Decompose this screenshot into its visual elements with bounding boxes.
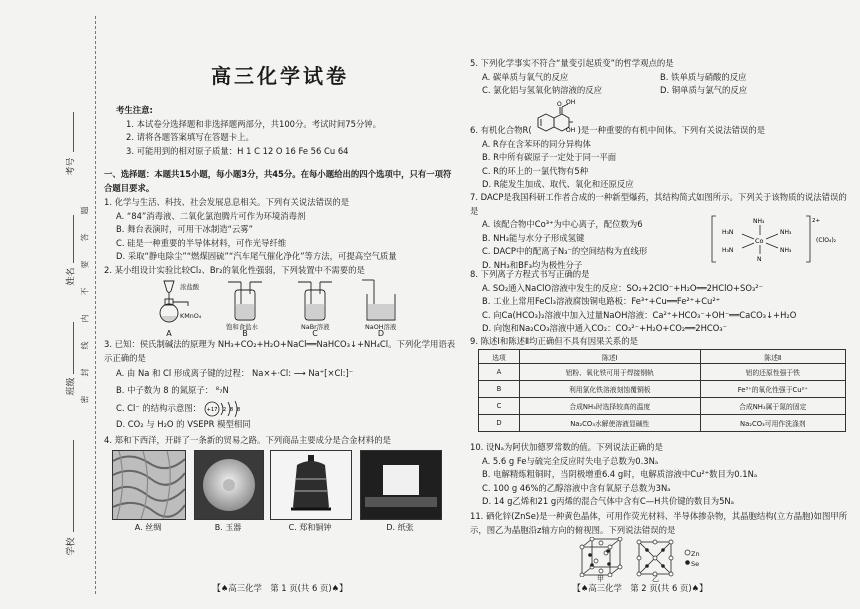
option-b: B. 舞台表演时，可用干冰制造“云雾” <box>116 224 253 235</box>
option-a: A. 碳单质与氧气的反应 <box>482 71 569 82</box>
question-9 <box>470 335 850 349</box>
question-5 <box>470 57 850 98</box>
paper-image <box>360 450 442 520</box>
school-line <box>73 440 74 532</box>
notes-heading: 考生注意: <box>116 105 153 115</box>
name-line <box>73 215 74 263</box>
stem-suffix: )是一种重要的有机中间体。下列有关说法错误的是 <box>577 125 766 135</box>
notes-item: 2. 请将各题答案填写在答题卡上。 <box>126 132 254 143</box>
apparatus-figure <box>104 278 456 338</box>
notes-item: 3. 可能用到的相对原子质量：H 1 C 12 O 16 Fe 56 Cu 64 <box>126 145 349 156</box>
options-list <box>470 218 698 272</box>
option-d: D. 铜单质与氯气的反应 <box>660 85 748 96</box>
exam-notes <box>104 104 456 158</box>
table-cell: D <box>479 415 520 432</box>
table-row <box>479 364 846 381</box>
option-d: D. 向饱和Na₂CO₃溶液中通入CO₂：CO₃²⁻+H₂O+CO₂══2HCO₃⁻ <box>482 323 728 334</box>
seal-char: 答 <box>80 233 90 242</box>
option-b: B. R中所有碳原子一定处于同一平面 <box>482 152 617 163</box>
seal-notice <box>79 205 91 405</box>
open-circle-icon <box>684 549 691 556</box>
ligand-label: NH₃ <box>780 229 792 236</box>
atom-label: O <box>556 101 562 108</box>
question-stem: 8. 下列离子方程式书写正确的是 <box>470 269 590 279</box>
question-1 <box>104 196 456 264</box>
table-cell: 铝的还原性强于铁 <box>700 364 845 381</box>
option-d: D. CO₂ 与 H₂O 的 VSEPR 模型相同 <box>116 419 251 430</box>
column-header: 选项 <box>479 350 520 364</box>
margin-label-name: 姓名 <box>66 267 77 286</box>
seal-dashed-line <box>95 16 96 594</box>
ionic-bond-formula: Na×+·Cl: ⟶ Na⁺[×Cl:]⁻ <box>251 368 354 379</box>
option-d: D. 14 g乙烯和21 g丙烯的混合气体中含有C—H共价键的数目为5Nₐ <box>482 496 734 507</box>
option-a: A. 该配合物中Co³⁺为中心离子，配位数为6 <box>482 219 643 230</box>
chloride-structure-diagram <box>204 400 244 418</box>
table-header-row <box>479 350 846 364</box>
option-c: C. DACP中的配离子N₃⁻的空间结构为直线形 <box>482 246 648 257</box>
seal-char: 内 <box>80 314 90 323</box>
option-b-text: B. 中子数为 8 的氮原子： <box>116 385 214 396</box>
option-d: D. NH₃和BF₃均为极性分子 <box>482 259 583 270</box>
class-line <box>73 322 74 374</box>
page-footer: 【♠高三化学 第 2 页(共 6 页)♠】 <box>572 583 708 593</box>
option-c: C. 100 g 46%的乙醇溶液中含有氧原子总数为3Nₐ <box>482 482 671 493</box>
image-caption: D. 纸张 <box>386 523 414 532</box>
question-stem: 2. 某小组设计实验比较Cl₂、Br₂的氧化性强弱，下列装置中不需要的是 <box>104 265 365 275</box>
atom-label: OH <box>565 127 575 134</box>
option-c <box>104 398 456 418</box>
option-b <box>104 382 456 398</box>
page-footer: 【♠高三化学 第 1 页(共 6 页)♠】 <box>212 583 348 593</box>
seal-char: 密 <box>80 395 90 404</box>
unit-cell-figure-b <box>636 539 676 577</box>
option-a: A. “84”消毒液、二氧化氯泡腾片可作为环境消毒剂 <box>116 210 306 221</box>
structure-slot <box>532 99 578 134</box>
option-c: C. R的环上的一氯代物有5种 <box>482 165 589 176</box>
image-caption: C. 郑和铜钟 <box>288 523 332 532</box>
seal-char: 不 <box>80 287 90 296</box>
option-c: C. 硅是一种重要的半导体材料，可作光导纤维 <box>116 237 287 248</box>
label-conc-hcl: 浓盐酸 <box>180 283 200 291</box>
table-row <box>479 398 846 415</box>
nitrogen-symbol: ⁸₇N <box>215 385 229 396</box>
option-b: B. NH₃能与水分子形成氢键 <box>482 232 585 243</box>
apparatus-drawing <box>104 278 456 326</box>
option-b: B. 电解精炼粗铜时，当阴极增重6.4 g时，电解质溶液中Cu²⁺数目为0.1Nₐ <box>482 469 758 480</box>
question-stem: 10. 设Nₐ为阿伏加德罗常数的值。下列说法正确的是 <box>470 442 664 452</box>
option-c: C. 氯化铝与氢氧化钠溶液的反应 <box>482 85 603 96</box>
legend-item <box>684 549 700 559</box>
shell-electrons: 8 <box>229 406 233 413</box>
option-a: A. SO₂通入NaClO溶液中发生的反应：SO₂+2ClO⁻+H₂O══2HClO+SO₃²⁻ <box>482 282 764 293</box>
options-grid <box>470 71 850 98</box>
margin-label-class: 班级 <box>66 377 77 396</box>
dacp-complex-structure <box>702 214 850 264</box>
question-2 <box>104 264 456 278</box>
seal-char: 要 <box>80 260 90 269</box>
option-b: B. 铁单质与硝酸的反应 <box>660 71 747 82</box>
option-a-text: A. 由 Na 和 Cl 形成离子键的过程： <box>116 368 250 379</box>
central-ion-label: Co <box>755 237 764 245</box>
apparatus-letter: A <box>166 329 172 338</box>
option-a: A. R存在含苯环的同分异构体 <box>482 138 591 149</box>
question-6 <box>470 99 850 192</box>
option-c-text: C. Cl⁻ 的结构示意图： <box>116 403 202 414</box>
legend-item <box>684 559 700 569</box>
column-header: 陈述Ⅰ <box>520 350 701 364</box>
complex-charge: 2+ <box>812 218 821 224</box>
table-cell: 合成NH₃属于氮的固定 <box>700 398 845 415</box>
apparatus-letter: D <box>377 329 385 338</box>
table-cell: Na₂CO₃可用作洗涤剂 <box>700 415 845 432</box>
option-d: D. 采取“静电除尘”“燃煤固硫”“汽车尾气催化净化”等方法，可提高空气质量 <box>116 251 397 262</box>
compound-r-structure <box>532 98 578 134</box>
atom-label: OH <box>565 99 575 106</box>
question-3 <box>104 338 456 432</box>
funnel-icon <box>164 281 174 293</box>
unit-cell-figure-a <box>578 537 626 577</box>
margin-label-exam-number: 考号 <box>66 157 77 176</box>
table-cell: 合成NH₃时选择较高的温度 <box>520 398 701 415</box>
question-8 <box>470 268 850 336</box>
legend-label: Zn <box>691 550 700 558</box>
option-d: D. R能发生加成、取代、氧化和还原反应 <box>482 179 634 190</box>
option-a <box>104 365 456 382</box>
ligand-label: H₃N <box>722 247 734 254</box>
page-title: 高三化学试卷 <box>211 64 349 88</box>
table-row <box>479 381 846 398</box>
figure-label: 甲 <box>597 575 604 583</box>
table-cell: Na₂CO₃水解使溶液显碱性 <box>520 415 701 432</box>
question-stem: 11. 硒化锌(ZnSe)是一种黄色晶体，可用作荧光材料、半导体掺杂物，其晶胞结构(立方晶胞)如图甲所示，图乙为晶胞沿z轴方向的俯视图。下列说法错误的是 <box>470 511 848 535</box>
ligand-label: N <box>757 256 762 263</box>
label-saturated-brine: 饱和食盐水 <box>226 323 258 331</box>
jade-image <box>194 450 264 520</box>
table-cell: Fe³⁺的氧化性强于Cu²⁺ <box>700 381 845 398</box>
silk-image <box>112 450 186 520</box>
exam-number-line <box>73 112 74 152</box>
crystal-legend <box>684 549 700 569</box>
option-b: B. 工业上常用FeCl₃溶液腐蚀铜电路板：Fe³⁺+Cu══Fe²⁺+Cu²⁺ <box>482 296 721 307</box>
margin-label-school: 学校 <box>66 537 77 556</box>
figure-label: 乙 <box>652 575 659 583</box>
counter-ion-label: (ClO₄)₂ <box>816 237 837 244</box>
seal-char: 线 <box>80 341 90 350</box>
table-cell: B <box>479 381 520 398</box>
shell-electrons: 8 <box>236 406 240 413</box>
question-stem: 1. 化学与生活、科技、社会发展息息相关。下列有关说法错误的是 <box>104 197 350 207</box>
question-stem: 3. 已知：侯氏制碱法的原理为 NH₃+CO₂+H₂O+NaCl══NaHCO₃↓+NH₄Cl。下列化学用语表示正确的是 <box>104 339 456 363</box>
question-10 <box>470 441 850 509</box>
question-stem <box>470 99 850 138</box>
table-row <box>479 415 846 432</box>
option-a: A. 5.6 g Fe与硫完全反应时失电子总数为0.3Nₐ <box>482 455 659 466</box>
stem-prefix: 6. 有机化合物R( <box>470 125 532 135</box>
notes-item: 1. 本试卷分选择题和非选择题两部分，共100分。考试时间75分钟。 <box>126 118 382 129</box>
section-heading: 一、选择题：本题共15小题，每小题3分，共45分。在每小题给出的四个选项中，只有一项符合题目要求。 <box>104 169 452 193</box>
question-stem: 7. DACP是我国科研工作者合成的一种新型爆药，其结构简式如图所示。下列关于该物质的说法错误的是 <box>470 192 847 216</box>
table-cell: A <box>479 364 520 381</box>
filled-circle-icon <box>684 559 691 566</box>
question-stem: 4. 郑和下西洋，开辟了一条新的贸易之路。下列商品主要成分是合金材料的是 <box>104 435 392 445</box>
seal-char: 封 <box>80 368 90 377</box>
apparatus-letter: C <box>312 329 318 338</box>
ligand-label: NH₃ <box>753 218 765 225</box>
ligand-label: NH₃ <box>780 247 792 254</box>
statement-table <box>478 349 846 432</box>
bronze-bell-image <box>270 450 352 520</box>
question-stem: 5. 下列化学事实不符合“量变引起质变”的哲学观点的是 <box>470 58 674 68</box>
question-4 <box>104 434 456 448</box>
question-11 <box>470 510 850 537</box>
label-nabr-solution: NaBr溶液 <box>301 323 330 331</box>
option-c: C. 向Ca(HCO₃)₂溶液中加入过量NaOH溶液：Ca²⁺+HCO₃⁻+OH⁻══CaCO₃↓+H₂O <box>482 309 797 320</box>
label-naoh-solution: NaOH溶液 <box>365 323 397 331</box>
seal-char: 题 <box>80 206 90 215</box>
goods-images <box>104 450 456 536</box>
image-caption: A. 丝绸 <box>134 523 162 532</box>
apparatus-letter: B <box>242 329 248 338</box>
table-cell: 铝粉、氧化铁可用于焊接钢轨 <box>520 364 701 381</box>
nucleus-charge: +17 <box>206 406 218 413</box>
column-header: 陈述Ⅱ <box>700 350 845 364</box>
question-stem: 9. 陈述Ⅰ和陈述Ⅱ均正确但不具有因果关系的是 <box>470 336 638 346</box>
table-cell: 利用氯化铁溶液刻蚀覆铜板 <box>520 381 701 398</box>
image-caption: B. 玉器 <box>214 523 242 532</box>
label-kmno4: KMnO₄ <box>180 312 202 320</box>
ligand-label: H₃N <box>722 229 734 236</box>
table-cell: C <box>479 398 520 415</box>
shell-electrons: 2 <box>222 406 226 413</box>
legend-label: Se <box>691 560 700 568</box>
